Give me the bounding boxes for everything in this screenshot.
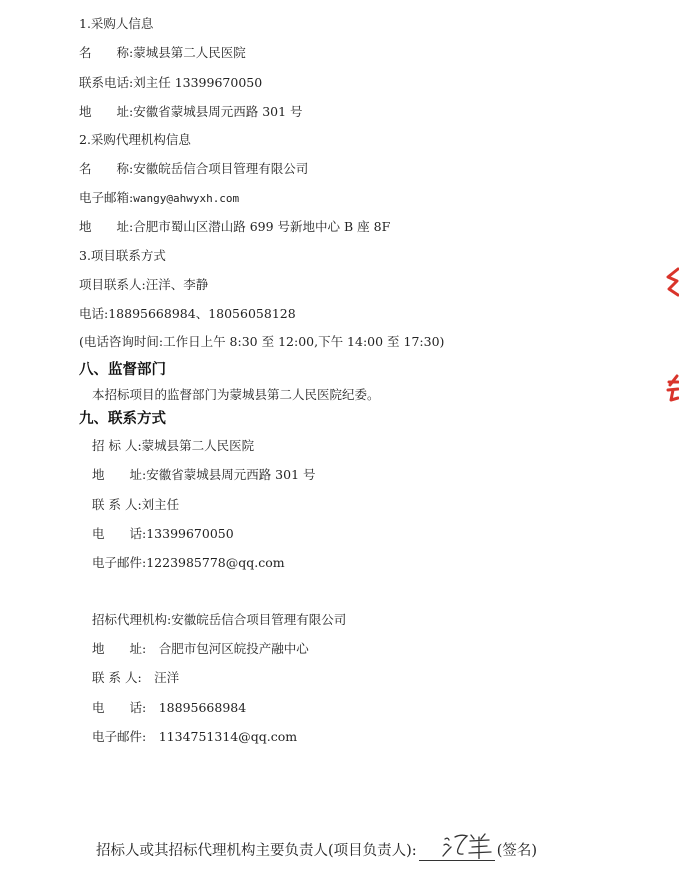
purchaser-address-value: 安徽省蒙城县周元西路 301 号 xyxy=(133,104,303,119)
agency-name-value: 安徽皖岳信合项目管理有限公司 xyxy=(133,161,309,176)
tenderer-email: 电子邮件:1223985778@qq.com xyxy=(92,555,285,570)
supervision-heading: 八、监督部门 xyxy=(79,362,166,378)
tenderer-name: 招 标 人:蒙城县第二人民医院 xyxy=(92,438,255,453)
signature-label: 招标人或其招标代理机构主要负责人(项目负责人): xyxy=(96,843,417,859)
agency-name-row xyxy=(79,161,308,177)
agency-contact-phone: 电 话: 18895668984 xyxy=(92,700,247,715)
agency-address-value: 合肥市蜀山区潜山路 699 号新地中心 B 座 8F xyxy=(133,219,391,234)
tenderer-contact: 联 系 人:刘主任 xyxy=(92,497,180,512)
agency-info-heading: 2.采购代理机构信息 xyxy=(79,132,191,147)
handwritten-signature xyxy=(439,829,495,859)
purchaser-phone-label: 联系电话: xyxy=(79,75,134,90)
signature-row xyxy=(96,841,537,861)
purchaser-address-label: 地 址: xyxy=(79,104,134,119)
purchaser-name-label: 名 称: xyxy=(79,45,134,60)
stamp-fragment-lower xyxy=(665,373,679,403)
project-contact-heading: 3.项目联系方式 xyxy=(79,248,166,263)
project-contact-hours: (电话咨询时间:工作日上午 8:30 至 12:00,下午 14:00 至 17:30) xyxy=(79,334,445,349)
tenderer-phone: 电 话:13399670050 xyxy=(92,526,234,541)
tenderer-address: 地 址:安徽省蒙城县周元西路 301 号 xyxy=(92,467,316,482)
purchaser-name-row xyxy=(79,45,246,61)
agency-contact-name: 招标代理机构:安徽皖岳信合项目管理有限公司 xyxy=(92,612,347,627)
agency-email-value: wangy@ahwyxh.com xyxy=(133,192,240,205)
contact-methods-heading: 九、联系方式 xyxy=(79,411,166,427)
agency-email-label: 电子邮箱: xyxy=(79,190,134,205)
purchaser-phone-row xyxy=(79,75,262,91)
purchaser-address-row xyxy=(79,104,303,120)
purchaser-phone-value: 刘主任 13399670050 xyxy=(133,75,263,90)
agency-name-label: 名 称: xyxy=(79,161,134,176)
purchaser-name-value: 蒙城县第二人民医院 xyxy=(133,45,246,60)
agency-address-row xyxy=(79,219,390,235)
signature-suffix: (签名) xyxy=(496,843,538,859)
stamp-fragment-upper xyxy=(665,267,679,297)
agency-contact-address: 地 址: 合肥市包河区皖投产融中心 xyxy=(92,641,309,656)
project-contact-person: 项目联系人:汪洋、李静 xyxy=(79,277,209,292)
project-contact-phone: 电话:18895668984、18056058128 xyxy=(79,306,296,321)
agency-email-row xyxy=(79,190,239,207)
signature-blank xyxy=(419,844,495,861)
agency-address-label: 地 址: xyxy=(79,219,134,234)
supervision-text: 本招标项目的监督部门为蒙城县第二人民医院纪委。 xyxy=(92,387,380,402)
agency-contact-person: 联 系 人: 汪洋 xyxy=(92,670,180,685)
agency-contact-email: 电子邮件: 1134751314@qq.com xyxy=(92,729,298,744)
purchaser-info-heading: 1.采购人信息 xyxy=(79,16,154,31)
